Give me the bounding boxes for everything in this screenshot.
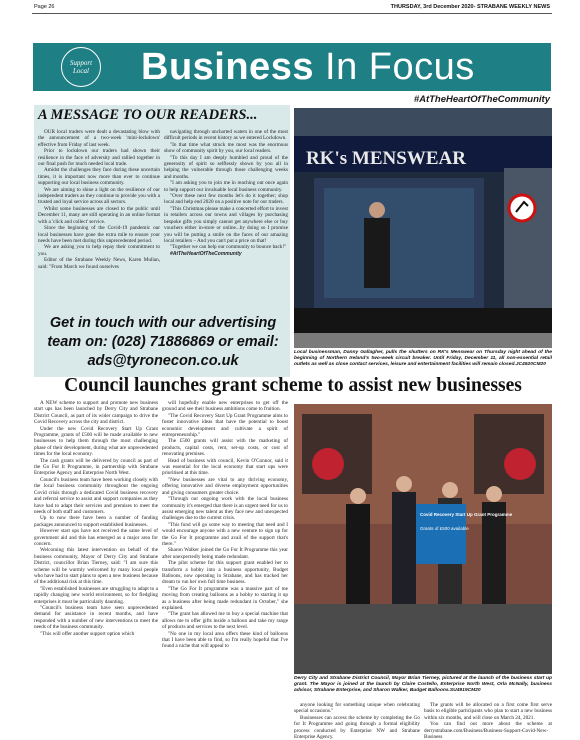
paragraph: "This Christmas please make a concerted effort to invest in retailers across our towns and villages by purchasing bespoke gifts you simply cannot get anywhere else or buy vouchers either in-store or online...by doing so I promise you will be putting a smile on the faces of our amazing local retailers – And you can't put a price on that! [164,205,288,244]
paragraph: Since the beginning of the Covid-19 pandemic our local businesses have gone the extra mile to ensure your needs have been met during this unprecedented period. [38,225,160,244]
paragraph: will hopefully enable new enterprises to get off the ground and see their business ambitions come to fruition. [162,400,288,413]
paragraph: We are asking you to help repay their commitment to you. [38,244,160,257]
paragraph: The £500 grants will assist with the marketing of products, capital costs, rent, set-up costs, or cost of renovating premises. [162,438,288,458]
paragraph: "Over these next few months let's do it together; shop local and help end 2020 on a positive note for our traders. [164,193,288,206]
message-column-2 [164,129,288,309]
paragraph: anyone looking for something unique when celebrating special occasions." [294,702,420,715]
contact-callout: Get in touch with our advertising team on: (028) 71886869 or email: ads@tyronecon.co.uk [47,315,279,369]
paragraph: You can find out more about the scheme at derrystrabane.com/Business/Business-Support-Covid-New-Business [424,721,552,740]
title-rest: In Focus [313,46,475,88]
page-header [0,0,580,14]
article-column-2 [162,400,288,728]
paragraph: Prior to lockdown our traders had shown their resilience in the face of adversity and rallied together in our final push for much needed local trade. [38,148,160,168]
paragraph: "In that time what struck me most was the enormous show of community spirit by you, our local readers. [164,141,288,155]
article-column-1 [34,400,158,728]
header-rule [32,13,552,14]
paragraph: Council's business team have been working closely with the local business community throughout the ongoing Covid crisis through a dedicated Covid business recovery and referral service to assist and support companies as they have had to adapt their services and premises to meet the needs of both staff and customers. [34,476,158,515]
paragraph: The cash grants will be delivered by council as part of the Go For It Programme, in partnership with Strabane Enterprise Agency and Enterprise North West. [34,457,158,477]
banner-hashtag: #AtTheHeartOfTheCommunity [413,94,550,105]
paragraph: "This will offer another support option which [40,630,135,637]
paragraph: We are aiming to shine a light on the resilience of our independent traders as they continue to provide you with a trusted and loyal service across all sectors. [38,186,160,206]
logo-text: Support Local [69,59,93,75]
paragraph: "Through our ongoing work with the local business community it's emerged that there is an urgent need for us to assist emerging new talent as they face new and unexpected challenges due to the current crisis. [162,496,288,522]
paragraph: A NEW scheme to support and promote new business start ups has been launched by Derry City and Strabane District Council, as part of its wider campaign to drive the Covid Recovery across the city and district. [34,400,158,426]
shop-photo-image [294,108,552,348]
page-number: Page 26 [34,4,55,10]
paragraph: However start ups have not received the same level of government aid and this has emerged as a major area for concern. [34,528,158,547]
paragraph: "I am asking you to join me in reaching out once again to help support our invaluable local business community. [164,180,288,193]
message-heading: A MESSAGE TO OUR READERS... [38,107,258,123]
paragraph: "Even established businesses are struggling to adapt to a rapidly changing new world environment, so for fledgling enterprises it must be particularly daunting. [34,585,158,605]
paragraph: "The grant has allowed me to buy a special machine that allows me to offer gifts inside a balloon and take my range of products and services to the next level. [162,611,288,631]
launch-photo-caption: Derry City and Strabane District Council, Mayor Brian Tierney, pictured at the launch of the business start up grant. The Mayor is joined at the launch by Claire Costello, Enterprise North West, Orla McNally, business advisor, Strabane Enterprise, and Sharon Walker, Budget Balloons.SU4919CM20 [294,676,552,693]
shop-photo-caption: Local businessman, Danny Gallagher, pulls the shutters on RK's Menswear on Thursday night ahead of the beginning of Northern Ireland's two-week circuit breaker. Until Friday, December 11, all non-essential retail outlets as well as close contact services, leisure and entertainment facilities will remain closed.JC4920CM20 [294,350,552,367]
launch-photo-image [294,404,552,674]
paragraph: "No one in my local area offers these kind of balloons that I have been able to find, so I'm really hopeful that I've found a niche that will appeal to [162,630,288,650]
paragraph: Under the new Covid Recovery Start Up Grant Programme, grants of £500 will be made available to new businesses to help them through the most challenging phase of their development, during what are unprecedented times for the local economy. [34,425,158,458]
shop-sign-text: RK's MENSWEAR [306,148,466,169]
message-tagline: #AtTheHeartOfTheCommunity [170,250,242,257]
article-column-3 [294,702,420,740]
article-headline: Council launches grant scheme to assist new businesses [64,375,522,396]
title-bold: Business [141,46,314,88]
message-column-1 [38,129,160,309]
paragraph: Businesses can access the scheme by completing the Go for It Programme and going through a formal eligibility process conducted by Enterprise NW and Strabane Enterprise Agency. [294,714,420,740]
paragraph: Whilst some businesses are closed to the public until December 11, many are still operating in an online format with a 'click and collect' service. [38,205,160,225]
paragraph: navigating through uncharted waters in one of the most difficult periods in recent history as we entered Lockdown. [164,129,288,142]
paragraph: Welcoming this latest intervention on behalf of the business community, Mayor of Derry City and Strabane District, councillor Brian Tierney, said: "I am sure this scheme will be warmly welcomed by many local people who have had to start plans to open a new business because of the additional risk at this time. [34,547,158,586]
paragraph: OUR local traders were dealt a devastating blow with the announcement of a two-week 'mini-lockdown' effective from Friday of last week. [38,129,160,148]
paragraph: "The Covid Recovery Start Up Grant Programme aims to foster innovative ideas that have the potential to boost economic development and cultivate a spirit of entrepreneurship." [162,412,288,439]
support-local-logo [33,43,129,91]
board-title: Covid Recovery Start Up Grant Programme [420,512,513,517]
paragraph: Head of business with council, Kevin O'Connor, said it was essential for the local economy that start ups were prioritised at this time. [162,457,288,477]
paragraph: The grants will be allocated on a first come first serve basis to eligible participants who plan to start a new business within six months, and will close on March 24, 2021. [424,702,552,721]
paragraph: Amidst the challenges they face during these uncertain times, it is important now more than ever to continue supporting our local business community. [38,167,160,187]
paragraph: "The Go For It programme was a massive part of me moving from creating balloons as a hobby to starting it up as a business after being made redundant in October," she explained. [162,585,288,611]
date-line: THURSDAY, 3rd December 2020- STRABANE WEEKLY NEWS [390,4,550,10]
board-subtitle: Grants of £500 available [420,526,469,531]
paragraph: Sharon Walker joined the Go For It Programme this year after unexpectedly being made redundant. [162,547,288,560]
shop-photo [294,108,552,348]
paragraph: "Together we can help our community to bounce back!" [170,244,287,251]
paragraph: "This fund will go some way to meeting that need and I would encourage anyone with a new venture to sign up for the Go For It programme and avail of the support that's there." [162,521,288,547]
paragraph: Editor of the Strabane Weekly News, Karen Mullan, said: "From March we found ourselves [38,257,160,270]
article-column-4 [424,702,552,740]
paragraph: "Council's business team have seen unprecedented demand for assistance in recent months, and have responded with a number of new interventions to meet the needs of the business community. [34,605,158,631]
section-title [141,44,475,90]
paragraph: Up to now there have been a number of funding packages announced to support established businesses. [34,515,158,528]
paragraph: The pilot scheme for this support grant enabled her to transform a hobby into a business opportunity, Budget Balloons, now operating in Strabane, and has tracked her dream to run her own full time business. [162,560,288,586]
paragraph: "New businesses are vital to any thriving economy, offering innovative and diverse employment opportunities and giving consumers greater choice. [162,476,288,496]
launch-photo [294,404,552,674]
paragraph: "To this day I am deeply humbled and proud of the generosity of spirit so selflessly shown by you all in helping the vulnerable through those challenging weeks and months. [164,154,288,180]
logo-ring [61,47,101,87]
